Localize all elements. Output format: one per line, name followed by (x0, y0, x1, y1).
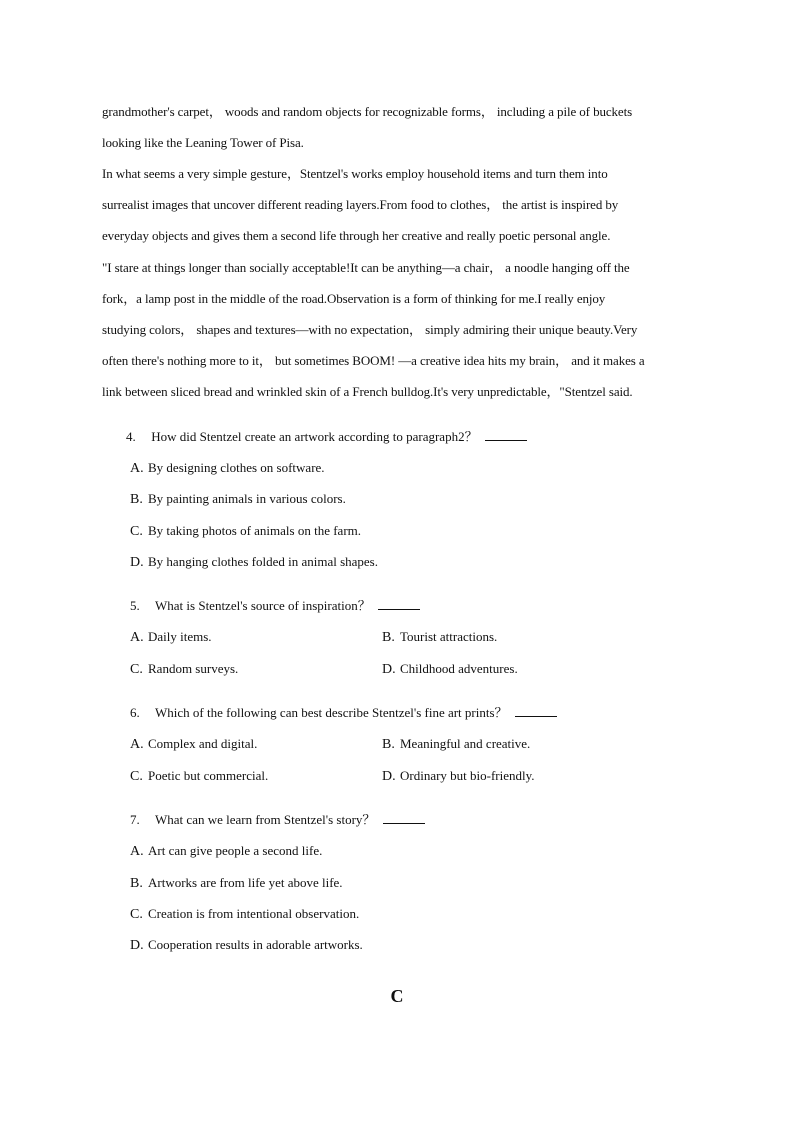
passage-line: studying colors， shapes and textures—with no expectation， simply admiring their unique beauty.Very (102, 322, 638, 337)
question-stem: What can we learn from Stentzel's story？ (155, 812, 376, 827)
option-6a[interactable]: A. Complex and digital. (130, 736, 258, 752)
question-number: 5. (130, 598, 140, 613)
option-5a[interactable]: A. Daily items. (130, 629, 212, 645)
option-4c[interactable]: C. By taking photos of animals on the farm. (130, 523, 362, 539)
answer-blank[interactable] (485, 429, 527, 441)
passage-line: everyday objects and gives them a second life through her creative and really poetic personal angle. (102, 228, 611, 243)
option-7c[interactable]: C. Creation is from intentional observation. (130, 906, 360, 922)
question-number: 7. (130, 812, 140, 827)
answer-blank[interactable] (378, 598, 420, 610)
section-heading: C (390, 986, 404, 1006)
question-6 (130, 705, 557, 721)
option-4a[interactable]: A. By designing clothes on software. (130, 460, 325, 476)
question-5 (130, 598, 420, 614)
passage-line: looking like the Leaning Tower of Pisa. (102, 135, 304, 150)
question-4 (126, 429, 527, 445)
option-5c[interactable]: C. Random surveys. (130, 661, 239, 677)
option-6d[interactable]: D. Ordinary but bio-friendly. (382, 768, 535, 784)
passage-line: link between sliced bread and wrinkled skin of a French bulldog.It's very unpredictable，"Stentzel said. (102, 384, 633, 399)
question-number: 4. (126, 429, 136, 444)
question-stem: Which of the following can best describe Stentzel's fine art prints？ (155, 705, 508, 720)
option-7d[interactable]: D. Cooperation results in adorable artworks. (130, 937, 363, 953)
passage-line: surrealist images that uncover different reading layers.From food to clothes， the artist is inspired by (102, 197, 619, 212)
question-number: 6. (130, 705, 140, 720)
question-7 (130, 812, 425, 828)
question-stem: What is Stentzel's source of inspiration？ (155, 598, 371, 613)
passage-line: often there's nothing more to it， but sometimes BOOM! —a creative idea hits my brain， and it makes a (102, 353, 645, 368)
passage-line: grandmother's carpet， woods and random objects for recognizable forms， including a pile of buckets (102, 104, 633, 119)
option-5d[interactable]: D. Childhood adventures. (382, 661, 518, 677)
question-stem: How did Stentzel create an artwork according to paragraph2？ (151, 429, 478, 444)
option-6c[interactable]: C. Poetic but commercial. (130, 768, 269, 784)
option-4b[interactable]: B. By painting animals in various colors. (130, 491, 346, 507)
option-7a[interactable]: A. Art can give people a second life. (130, 843, 323, 859)
option-6b[interactable]: B. Meaningful and creative. (382, 736, 531, 752)
passage-line: fork，a lamp post in the middle of the road.Observation is a form of thinking for me.I really enjoy (102, 291, 606, 306)
passage-line: In what seems a very simple gesture，Stentzel's works employ household items and turn them into (102, 166, 608, 181)
option-5b[interactable]: B. Tourist attractions. (382, 629, 498, 645)
answer-blank[interactable] (515, 705, 557, 717)
passage-line: "I stare at things longer than socially acceptable!It can be anything—a chair， a noodle hanging off the (102, 260, 630, 275)
option-4d[interactable]: D. By hanging clothes folded in animal shapes. (130, 554, 378, 570)
option-7b[interactable]: B. Artworks are from life yet above life. (130, 875, 343, 891)
answer-blank[interactable] (383, 812, 425, 824)
